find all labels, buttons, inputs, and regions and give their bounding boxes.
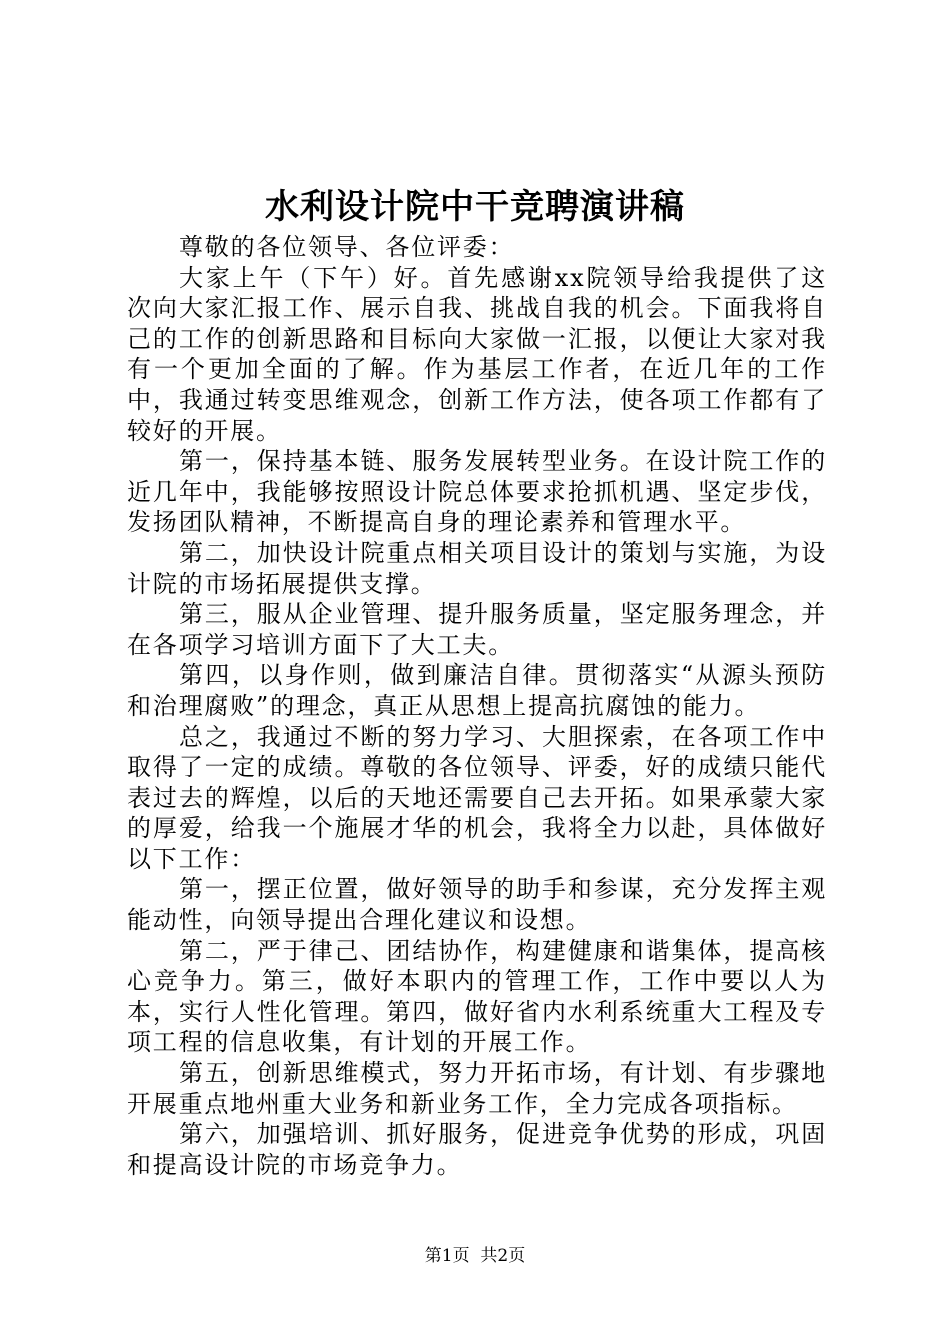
document-body [127,232,827,1180]
paragraph-point-1: 第一，保持基本链、服务发展转型业务。在设计院工作的近几年中，我能够按照设计院总体要求抢抓机遇、坚定步伐，发扬团队精神，不断提高自身的理论素养和管理水平。 [127,447,827,537]
page-footer [0,1244,950,1268]
page-number: 第1页 [424,1246,470,1266]
document-title: 水利设计院中干竞聘演讲稿 [265,187,685,227]
paragraph-summary: 总之，我通过不断的努力学习、大胆探索，在各项工作中取得了一定的成绩。尊敬的各位领导、评委，好的成绩只能代表过去的辉煌，以后的天地还需要自己去开拓。如果承蒙大家的厚爱，给我一个施展才华的机会，我将全力以赴，具体做好以下工作： [127,722,827,873]
paragraph-point-4: 第四，以身作则，做到廉洁自律。贯彻落实“从源头预防和治理腐败”的理念，真正从思想上提高抗腐蚀的能力。 [127,661,827,720]
page-total: 共2页 [480,1246,526,1266]
paragraph-plan-6: 第六，加强培训、抓好服务，促进竞争优势的形成，巩固和提高设计院的市场竞争力。 [127,1120,827,1179]
paragraph-point-2: 第二，加快设计院重点相关项目设计的策划与实施，为设计院的市场拓展提供支撑。 [127,538,827,598]
paragraph-plan-2-4: 第二，严于律己、团结协作，构建健康和谐集体，提高核心竞争力。第三，做好本职内的管理工作，工作中要以人为本，实行人性化管理。第四，做好省内水利系统重大工程及专项工程的信息收集，有计划的开展工作。 [127,936,827,1057]
paragraph-plan-1: 第一，摆正位置，做好领导的助手和参谋，充分发挥主观能动性，向领导提出合理化建议和设想。 [127,875,827,935]
paragraph-plan-5: 第五，创新思维模式，努力开拓市场，有计划、有步骤地开展重点地州重大业务和新业务工作，全力完成各项指标。 [127,1059,827,1118]
paragraph-intro: 大家上午（下午）好。首先感谢xx院领导给我提供了这次向大家汇报工作、展示自我、挑战自我的机会。下面我将自己的工作的创新思路和目标向大家做一汇报，以便让大家对我有一个更加全面的了解。作为基层工作者，在近几年的工作中，我通过转变思维观念，创新工作方法，使各项工作都有了较好的开展。 [127,263,827,445]
paragraph-salutation: 尊敬的各位领导、各位评委： [179,233,515,261]
paragraph-point-3: 第三，服从企业管理、提升服务质量，坚定服务理念，并在各项学习培训方面下了大工夫。 [127,600,827,659]
